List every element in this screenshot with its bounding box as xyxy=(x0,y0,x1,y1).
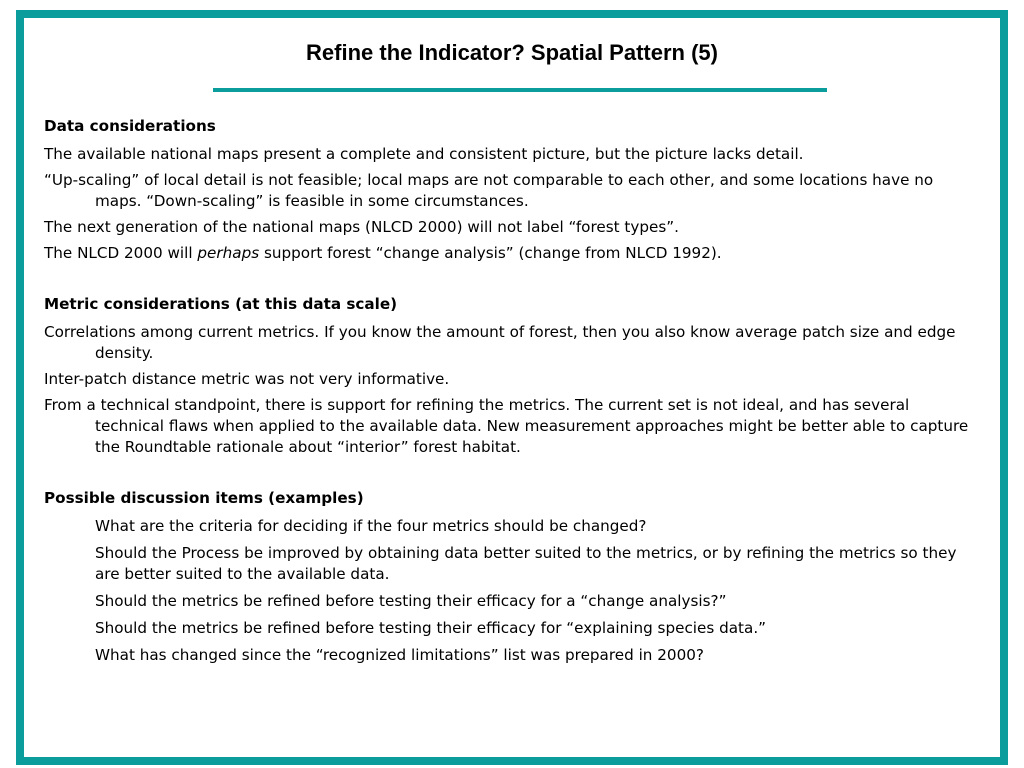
text-run: support forest “change analysis” (change from NLCD 1992). xyxy=(259,244,722,262)
paragraph: The available national maps present a complete and consistent picture, but the picture lacks detail. xyxy=(44,145,804,163)
metric-considerations-section xyxy=(44,294,982,458)
discussion-item: What are the criteria for deciding if the four metrics should be changed? xyxy=(95,517,647,535)
paragraph xyxy=(44,243,982,264)
paragraph: “Up-scaling” of local detail is not feasible; local maps are not comparable to each other, and some locations have no maps. “Down-scaling” is feasible in some circumstances. xyxy=(44,171,934,210)
slide-title: Refine the Indicator? Spatial Pattern (5) xyxy=(306,40,718,65)
slide-frame xyxy=(16,10,1008,765)
paragraph: From a technical standpoint, there is support for refining the metrics. The current set is not ideal, and has several technical flaws when applied to the available data. New measurement approaches might be better able to capture the Roundtable rationale about “interior” forest habitat. xyxy=(44,396,969,456)
discussion-item: What has changed since the “recognized limitations” list was prepared in 2000? xyxy=(95,646,704,664)
paragraph: The next generation of the national maps (NLCD 2000) will not label “forest types”. xyxy=(44,218,679,236)
paragraph: Inter-patch distance metric was not very informative. xyxy=(44,370,450,388)
discussion-item: Should the Process be improved by obtaining data better suited to the metrics, or by refining the metrics so they are better suited to the available data. xyxy=(95,544,957,583)
slide-body xyxy=(44,116,982,672)
discussion-item: Should the metrics be refined before testing their efficacy for “explaining species data.” xyxy=(95,619,767,637)
paragraph: Correlations among current metrics. If you know the amount of forest, then you also know average patch size and edge density. xyxy=(44,323,956,362)
data-considerations-section xyxy=(44,116,982,264)
text-run: The NLCD 2000 will xyxy=(44,244,198,262)
title-divider xyxy=(213,88,827,92)
emphasis-text: perhaps xyxy=(197,244,260,262)
section-heading: Possible discussion items (examples) xyxy=(44,489,364,507)
discussion-items-section xyxy=(44,488,982,666)
discussion-item: Should the metrics be refined before testing their efficacy for a “change analysis?” xyxy=(95,592,727,610)
section-heading: Metric considerations (at this data scale) xyxy=(44,295,398,313)
section-heading: Data considerations xyxy=(44,117,216,135)
